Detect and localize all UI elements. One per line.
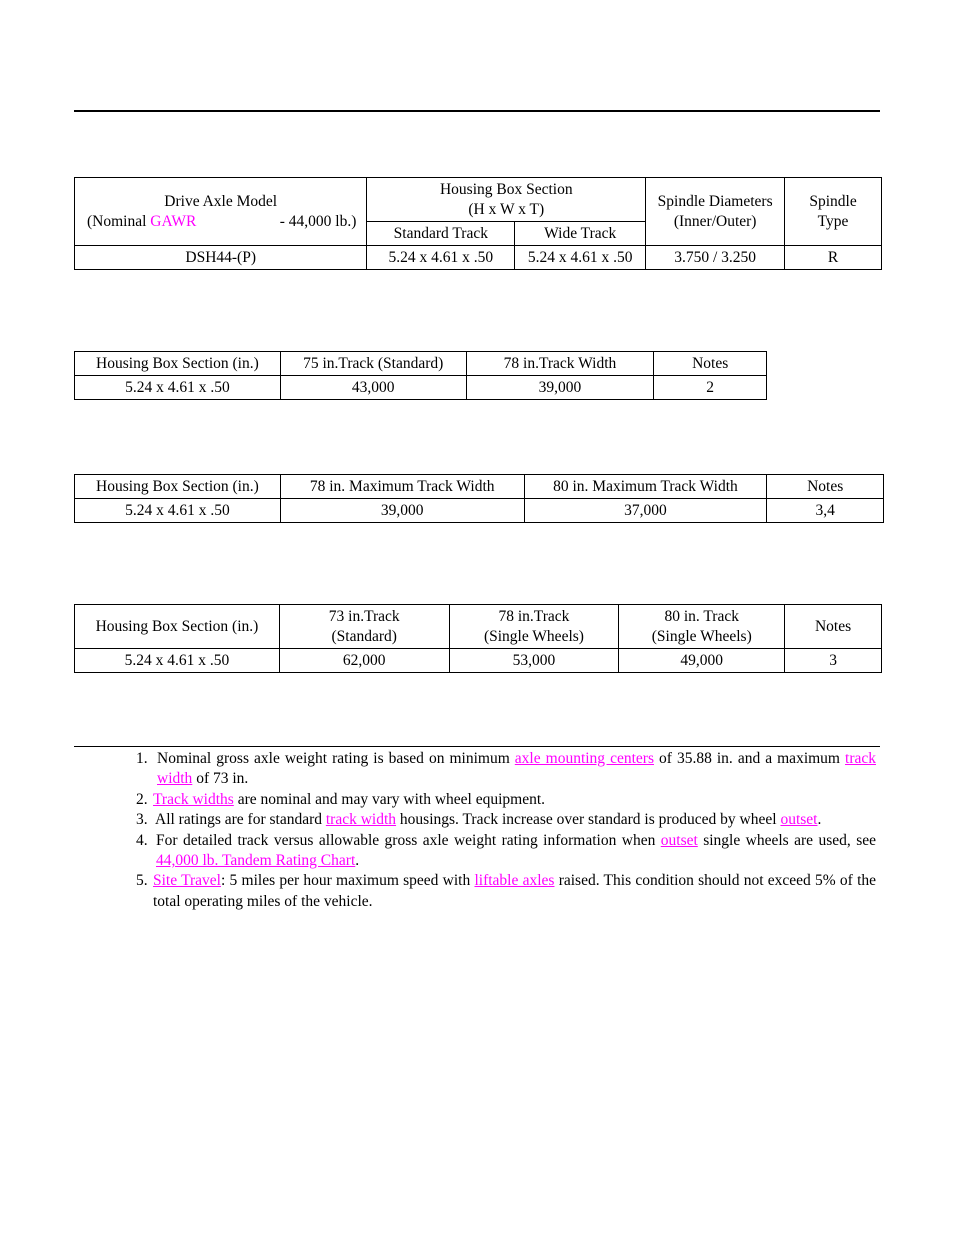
table-row — [75, 376, 767, 400]
header-spindle-type: Spindle Type — [785, 178, 882, 246]
table-row — [75, 499, 884, 523]
cell-housing: 5.24 x 4.61 x .50 — [75, 499, 281, 523]
header-78-max-track: 78 in. Maximum Track Width — [280, 475, 524, 499]
cell-78-track: 53,000 — [449, 649, 619, 673]
note-3: 3. All ratings are for standard track width housings. Track increase over standard is produced by wheel outset. — [136, 811, 822, 829]
header-housing-box-section: Housing Box Section (H x W x T) — [367, 178, 646, 222]
cell-type: R — [785, 246, 882, 270]
cell-diameters: 3.750 / 3.250 — [646, 246, 785, 270]
tandem-rating-chart-link[interactable]: 44,000 lb. Tandem Rating Chart — [156, 852, 356, 870]
top-rule — [74, 110, 880, 112]
header-80-track: 80 in. Track (Single Wheels) — [619, 605, 785, 649]
cell-80-max-track: 37,000 — [524, 499, 767, 523]
note-1: 1. Nominal gross axle weight rating is based on minimum axle mounting centers of 35.88 in. and a maximum track width of 73 in. — [136, 750, 876, 788]
axle-mounting-centers-link[interactable]: axle mounting centers — [514, 750, 654, 767]
cell-notes: 3 — [785, 649, 882, 673]
note-2: 2. Track widths are nominal and may vary with wheel equipment. — [136, 790, 546, 808]
cell-78-max-track: 39,000 — [280, 499, 524, 523]
single-wheels-table — [74, 604, 882, 673]
header-housing: Housing Box Section (in.) — [75, 475, 281, 499]
cell-housing: 5.24 x 4.61 x .50 — [75, 376, 281, 400]
header-spindle-diameters: Spindle Diameters (Inner/Outer) — [646, 178, 785, 246]
header-notes: Notes — [654, 352, 767, 376]
cell-notes: 3,4 — [767, 499, 884, 523]
drive-axle-spec-table — [74, 177, 882, 270]
track-widths-link[interactable]: Track widths — [153, 790, 234, 808]
liftable-axles-link[interactable]: liftable axles — [474, 872, 555, 890]
table-row — [75, 246, 882, 270]
header-78-track: 78 in.Track Width — [466, 352, 654, 376]
cell-75-track: 43,000 — [280, 376, 466, 400]
cell-wide: 5.24 x 4.61 x .50 — [515, 246, 646, 270]
table-row — [75, 649, 882, 673]
maximum-track-table — [74, 474, 884, 523]
note-4: 4. For detailed track versus allowable gross axle weight rating information when outset single wheels are used, see 44,000 lb. Tandem Rating Chart. — [136, 831, 876, 870]
notes-rule — [74, 746, 880, 747]
cell-notes: 2 — [654, 376, 767, 400]
track-width-link[interactable]: track width — [325, 811, 397, 829]
header-notes: Notes — [767, 475, 884, 499]
header-80-max-track: 80 in. Maximum Track Width — [524, 475, 767, 499]
outset-link[interactable]: outset — [780, 811, 818, 829]
outset-link[interactable]: outset — [660, 831, 698, 849]
header-housing: Housing Box Section (in.) — [75, 352, 281, 376]
cell-housing: 5.24 x 4.61 x .50 — [75, 649, 280, 673]
header-wide-track: Wide Track — [515, 222, 646, 246]
cell-80-track: 49,000 — [619, 649, 785, 673]
header-drive-axle-model: Drive Axle Model (Nominal GAWR - 44,000 lb.) — [75, 178, 367, 246]
header-75-track: 75 in.Track (Standard) — [280, 352, 466, 376]
header-housing: Housing Box Section (in.) — [75, 605, 280, 649]
track-width-link[interactable]: track width — [157, 750, 876, 788]
site-travel-link[interactable]: Site Travel — [153, 872, 221, 890]
cell-model: DSH44-(P) — [75, 246, 367, 270]
header-notes: Notes — [785, 605, 882, 649]
notes-list — [130, 749, 876, 912]
header-73-track: 73 in.Track (Standard) — [279, 605, 449, 649]
cell-78-track: 39,000 — [466, 376, 654, 400]
gawr-link[interactable]: GAWR — [150, 212, 197, 230]
header-78-track: 78 in.Track (Single Wheels) — [449, 605, 619, 649]
header-standard-track: Standard Track — [367, 222, 515, 246]
cell-73-track: 62,000 — [279, 649, 449, 673]
cell-standard: 5.24 x 4.61 x .50 — [367, 246, 515, 270]
track-standard-table — [74, 351, 767, 400]
note-5: 5. Site Travel: 5 miles per hour maximum speed with liftable axles raised. This condition should not exceed 5% of the total operating miles of the vehicle. — [136, 872, 877, 910]
